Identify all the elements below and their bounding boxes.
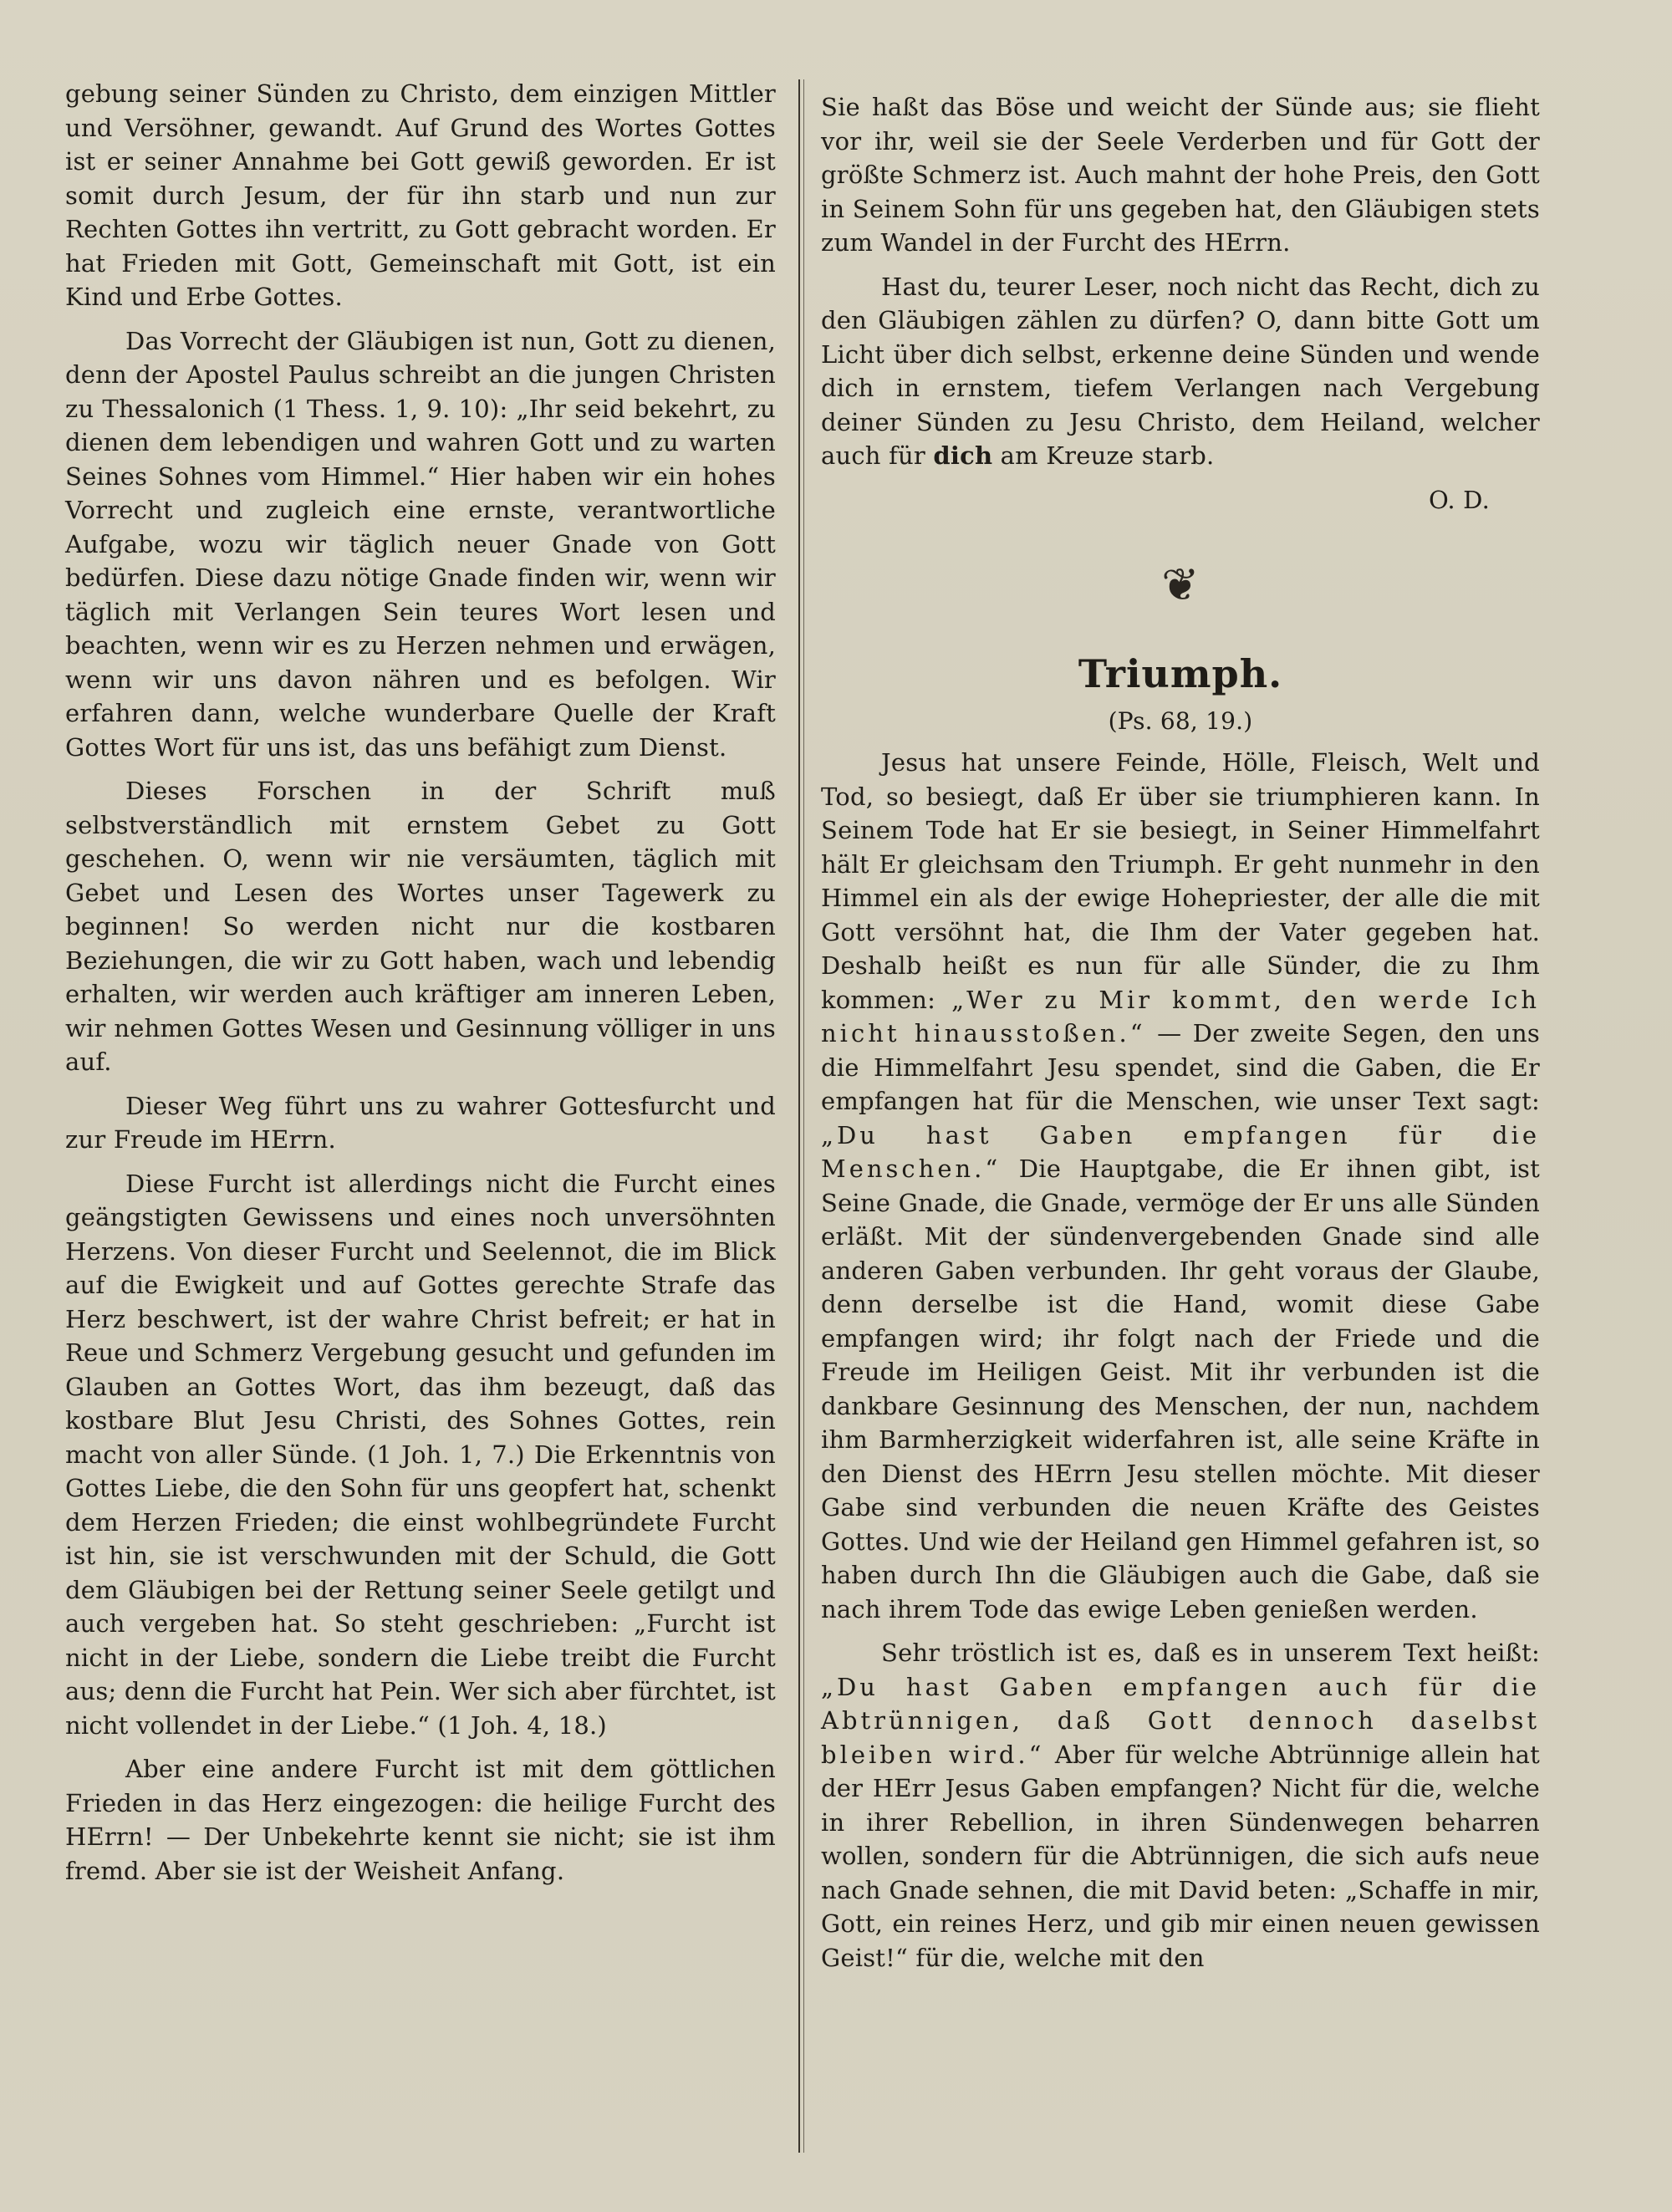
right-column [821,90,1540,1975]
column-divider-inner [803,79,804,2153]
column-divider [798,79,800,2153]
emphasis-dich: dich [933,441,993,470]
article-p1-quote-1: „Wer zu Mir kommt, den werde Ich nicht hinausstoßen.“ [821,985,1540,1047]
right-paragraph-2-end: am Kreuze starb. [1000,441,1215,470]
author-signature: O. D. [1429,485,1490,514]
left-paragraph-5: Diese Furcht ist allerdings nicht die Furcht eines geängstigten Gewissens und eines noch unversöhnten Herzens. Von dieser Furcht und Seelennot, die im Blick auf die Ewigkeit und auf Gottes gerechte Strafe das Herz beschwert, ist der wahre Christ befreit; er hat in Reue und Schmerz Vergebung gesucht und gefunden im Glauben an Gottes Wort, das ihm bezeugt, daß das kostbare Blut Jesu Christi, des Sohnes Gottes, rein macht von aller Sünde. (1 Joh. 1, 7.) Die Erkenntnis von Gottes Liebe, die den Sohn für uns geopfert hat, schenkt dem Herzen Frieden; die einst wohlbegründete Furcht ist hin, sie ist verschwunden mit der Schuld, die Gott dem Gläubigen bei der Rettung seiner Seele getilgt und auch vergeben hat. So steht geschrieben: „Furcht ist nicht in der Liebe, sondern die Liebe treibt die Furcht aus; denn die Furcht hat Pein. Wer sich aber fürchtet, ist nicht vollendet in der Liebe.“ (1 Joh. 4, 18.) [65,1169,776,1740]
article-p2-text-a: Sehr tröstlich ist es, daß es in unserem Text heißt: [881,1639,1540,1667]
left-paragraph-4: Dieser Weg führt uns zu wahrer Gottesfurcht und zur Freude im HErrn. [65,1091,776,1154]
section-ornament: ❦ [1161,558,1200,611]
article-paragraph-2 [821,1636,1540,1975]
article-p1-text-b: — Der zweite Segen, den uns die Himmelfahrt Jesu spendet, sind die Gaben, die Er empfangen hat für die Menschen, wie unser Text sagt: [821,1019,1540,1115]
article-paragraph-1 [821,746,1540,1626]
article-p2-quote: „Du hast Gaben empfangen auch für die Abtrünnigen, daß Gott dennoch daselbst bleiben wird.“ [821,1672,1540,1769]
left-paragraph-2: Das Vorrecht der Gläubigen ist nun, Gott zu dienen, denn der Apostel Paulus schreibt an die jungen Christen zu Thessalonich (1 Thess. 1, 9. 10): „Ihr seid bekehrt, zu dienen dem lebendigen und wahren Gott und zu warten Seines Sohnes vom Himmel.“ Hier haben wir ein hohes Vorrecht und zugleich eine ernste, verantwortliche Aufgabe, wozu wir täglich neuer Gnade von Gott bedürfen. Diese dazu nötige Gnade finden wir, wenn wir täglich mit Verlangen Sein teures Wort lesen und beachten, wenn wir es zu Herzen nehmen und erwägen, wenn wir uns davon nähren und es befolgen. Wir erfahren dann, welche wunderbare Quelle der Kraft Gottes Wort für uns ist, das uns befähigt zum Dienst. [65,326,776,762]
left-paragraph-1: gebung seiner Sünden zu Christo, dem einzigen Mittler und Versöhner, gewandt. Auf Grund des Wortes Gottes ist er seiner Annahme bei Gott gewiß geworden. Er ist somit durch Jesum, der für ihn starb und nun zur Rechten Gottes ihn vertritt, zu Gott gebracht worden. Er hat Frieden mit Gott, Gemeinschaft mit Gott, ist ein Kind und Erbe Gottes. [65,79,776,311]
article-reference: (Ps. 68, 19.) [1108,707,1253,735]
article-p1-quote-2: „Du hast Gaben empfangen für die Menschen.“ [821,1120,1540,1183]
article-p1-text-a: Jesus hat unsere Feinde, Hölle, Fleisch, Welt und Tod, so besiegt, daß Er über sie triumphieren kann. In Seinem Tode hat Er sie besiegt, in Seiner Himmelfahrt hält Er gleichsam den Triumph. Er geht nunmehr in den Himmel ein als der ewige Hohepriester, der alle die mit Gott versöhnt hat, die Ihm der Vater gegeben hat. Deshalb heißt es nun für alle Sünder, die zu Ihm kommen: [821,748,1540,1014]
right-paragraph-2-text: Hast du, teurer Leser, noch nicht das Recht, dich zu den Gläubigen zählen zu dürfen? O, dann bitte Gott um Licht über dich selbst, erkenne deine Sünden und wende dich in ernstem, tiefem Verlangen nach Vergebung deiner Sünden zu Jesu Christo, dem Heiland, welcher auch für [821,272,1540,470]
left-paragraph-3: Dieses Forschen in der Schrift muß selbstverständlich mit ernstem Gebet zu Gott geschehen. O, wenn wir nie versäumten, täglich mit Gebet und Lesen des Wortes unser Tagewerk zu beginnen! So werden nicht nur die kostbaren Beziehungen, die wir zu Gott haben, wach und lebendig erhalten, wir werden auch kräftiger am inneren Leben, wir nehmen Gottes Wesen und Gesinnung völliger in uns auf. [65,777,776,1076]
article-title: Triumph. [1078,651,1283,696]
right-paragraph-2 [821,270,1540,473]
article-p2-text-b: Aber für welche Abtrünnige allein hat der HErr Jesus Gaben empfangen? Nicht für die, welche in ihrer Rebellion, in ihren Sündenwegen beharren wollen, sondern für die Abtrünnigen, die sich aufs neue nach Gnade sehnen, die mit David beten: „Schaffe in mir, Gott, ein reines Herz, und gib mir einen neuen gewissen Geist!“ für die, welche mit den [821,1740,1541,1972]
right-paragraph-1: Sie haßt das Böse und weicht der Sünde aus; sie flieht vor ihr, weil sie der Seele Verderben und für Gott der größte Schmerz ist. Auch mahnt der hohe Preis, den Gott in Seinem Sohn für uns gegeben hat, den Gläubigen stets zum Wandel in der Furcht des HErrn. [821,93,1540,257]
article-p1-text-c: Die Hauptgabe, die Er ihnen gibt, ist Seine Gnade, die Gnade, vermöge der Er uns alle Sünden erläßt. Mit der sündenvergebenden Gnade sind alle anderen Gaben verbunden. Ihr geht voraus der Glaube, denn derselbe ist die Hand, womit diese Gabe empfangen wird; ihr folgt nach der Friede und die Freude im Heiligen Geist. Mit ihr verbunden ist die dankbare Gesinnung des Menschen, der nun, nachdem ihm Barmherzigkeit widerfahren ist, alle seine Kräfte in den Dienst des HErrn Jesu stellen möchte. Mit dieser Gabe sind verbunden die neuen Kräfte des Geistes Gottes. Und wie der Heiland gen Himmel gefahren ist, so haben durch Ihn die Gläubigen auch die Gabe, daß sie nach ihrem Tode das ewige Leben genießen werden. [821,1154,1540,1623]
left-paragraph-6: Aber eine andere Furcht ist mit dem göttlichen Frieden in das Herz eingezogen: die heilige Furcht des HErrn! — Der Unbekehrte kennt sie nicht; sie ist ihm fremd. Aber sie ist der Weisheit Anfang. [65,1755,776,1885]
left-column [65,77,776,1888]
